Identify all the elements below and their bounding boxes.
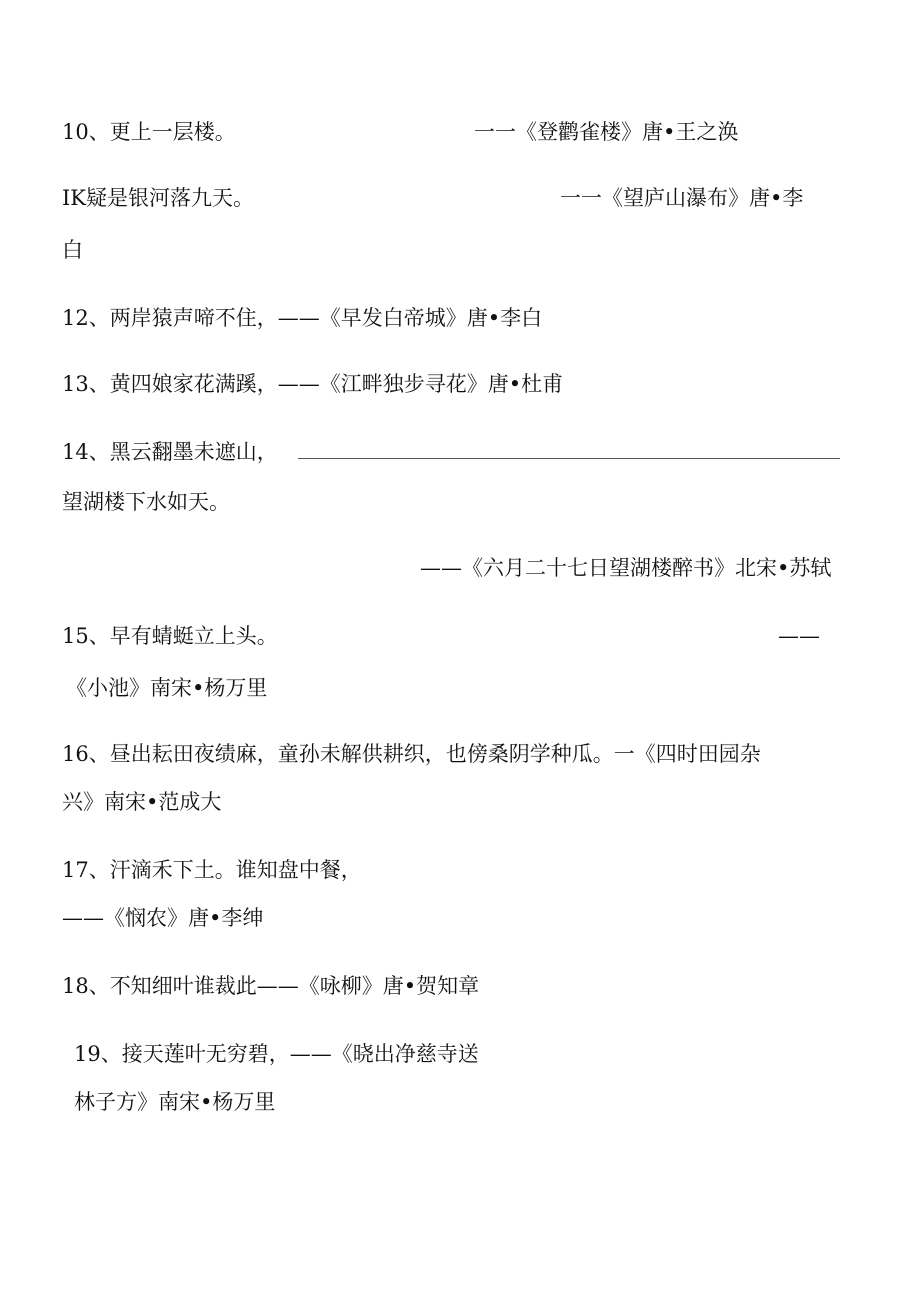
item-11-line: IK疑是银河落九天。 xyxy=(62,186,254,210)
item-16-line2: 兴》南宋•范成大 xyxy=(62,790,222,814)
item-15-line: 15、早有蜻蜓立上头。 xyxy=(62,624,278,648)
item-12-line: 12、两岸猿声啼不住，——《早发白帝城》唐•李白 xyxy=(62,306,543,330)
item-10-line: 10、更上一层楼。 xyxy=(62,120,236,144)
item-18-line: 18、不知细叶谁裁此——《咏柳》唐•贺知章 xyxy=(62,974,480,998)
item-16-line: 16、昼出耘田夜绩麻，童孙未解供耕织，也傍桑阴学种瓜。一《四时田园杂 xyxy=(62,742,761,766)
item-11-source-cont: 白 xyxy=(62,238,83,262)
item-14-line: 14、黑云翻墨未遮山， xyxy=(62,440,278,464)
item-10-source: 一一《登鹳雀楼》唐•王之涣 xyxy=(474,120,739,144)
item-14-line2: 望湖楼下水如天。 xyxy=(62,490,230,514)
item-17-line: 17、汗滴禾下土。谁知盘中餐， xyxy=(62,858,362,882)
item-17-line2: ——《悯农》唐•李绅 xyxy=(62,906,264,930)
item-13-line: 13、黄四娘家花满蹊，——《江畔独步寻花》唐•杜甫 xyxy=(62,372,564,396)
answer-blank-line xyxy=(298,458,840,459)
item-19-line: 19、接天莲叶无穷碧，——《晓出净慈寺送 xyxy=(74,1042,479,1066)
item-19-line2: 林子方》南宋•杨万里 xyxy=(74,1090,276,1114)
item-11-source: 一一《望庐山瀑布》唐•李 xyxy=(560,186,804,210)
item-15-source: —— xyxy=(778,624,820,648)
item-14-source: ——《六月二十七日望湖楼醉书》北宋•苏轼 xyxy=(420,556,832,580)
item-15-source-cont: 《小池》南宋•杨万里 xyxy=(66,676,268,700)
